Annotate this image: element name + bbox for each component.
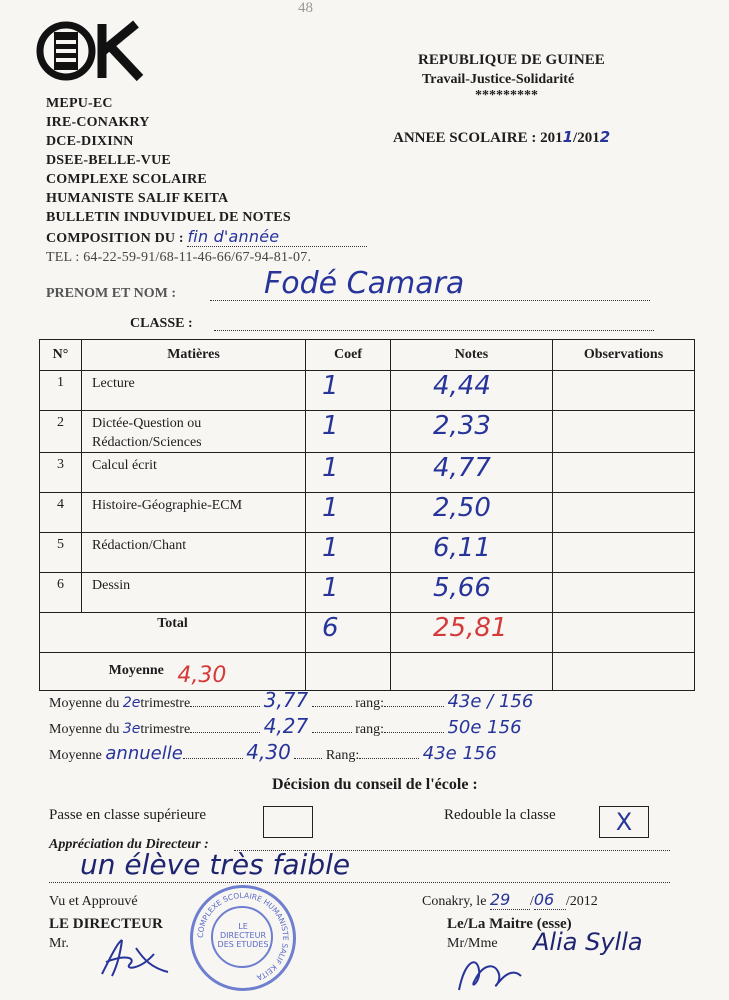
average-row <box>49 688 669 714</box>
header-left <box>46 94 367 267</box>
rank-value: 43e / 156 <box>447 691 534 712</box>
rank-value: 43e 156 <box>422 743 497 764</box>
rank-value: 50e 156 <box>447 717 522 738</box>
average-prefix: Moyenne du <box>49 722 120 737</box>
school-logo <box>36 18 148 84</box>
school-year-label: ANNEE SCOLAIRE : 201 <box>393 130 563 146</box>
composition-label: COMPOSITION DU : <box>46 231 184 246</box>
table-row <box>40 371 695 411</box>
name-label: PRENOM ET NOM : <box>46 286 177 301</box>
place-date-label: Conakry, le <box>422 894 487 909</box>
moyenne-observation <box>553 653 695 691</box>
table-row <box>40 411 695 453</box>
rank-label: rang: <box>355 722 384 737</box>
class-line <box>214 316 654 331</box>
header-line: BULLETIN INDUVIDUEL DE NOTES <box>46 210 291 225</box>
moyenne-row <box>40 653 695 691</box>
school-year-sep: /201 <box>573 130 600 146</box>
header-line: DSEE-BELLE-VUE <box>46 153 171 168</box>
date-month: 06 <box>534 890 566 910</box>
director-stamp <box>190 885 296 991</box>
stamp-inner-text: LE DIRECTEUR DES ETUDES <box>217 922 269 949</box>
name-line <box>210 266 650 301</box>
stamp-outer-text: COMPLEXE SCOLAIRE HUMANISTE SALIF KEITA <box>195 890 291 983</box>
header-line: DCE-DIXINN <box>46 134 134 149</box>
repeat-checkbox[interactable] <box>599 806 649 838</box>
total-label: Total <box>40 613 306 653</box>
date-day: 29 <box>490 890 530 910</box>
header-line: COMPLEXE SCOLAIRE <box>46 172 207 187</box>
row-observation <box>553 371 695 411</box>
row-coef: 1 <box>306 493 391 533</box>
row-subject: Lecture <box>82 371 306 411</box>
total-coef: 6 <box>306 613 391 653</box>
repeat-mark: X <box>615 808 633 836</box>
director-signature <box>96 934 174 980</box>
row-coef: 1 <box>306 453 391 493</box>
rank-label: Rang: <box>325 748 360 763</box>
average-hand: 2e <box>122 695 141 711</box>
row-coef: 1 <box>306 371 391 411</box>
moyenne-note <box>391 653 553 691</box>
moyenne-cell <box>40 653 306 691</box>
row-note: 2,33 <box>391 411 553 453</box>
composition-value: fin d'année <box>187 227 367 247</box>
header-notes: Notes <box>391 340 553 371</box>
pass-label: Passe en classe supérieure <box>49 807 207 823</box>
average-value: 4,27 <box>263 714 309 738</box>
average-value: 4,30 <box>246 740 291 764</box>
header-line: IRE-CONAKRY <box>46 115 150 130</box>
class-label: CLASSE : <box>130 316 193 331</box>
table-row <box>40 533 695 573</box>
row-num: 4 <box>40 493 82 533</box>
row-observation <box>553 493 695 533</box>
row-coef: 1 <box>306 533 391 573</box>
total-observation <box>553 613 695 653</box>
decision-title: Décision du conseil de l'école : <box>272 776 478 793</box>
row-num: 1 <box>40 371 82 411</box>
header-observations: Observations <box>553 340 695 371</box>
table-row <box>40 493 695 533</box>
place-date: Conakry, le 29 /06 /2012 <box>422 890 598 909</box>
average-hand: annuelle <box>105 743 183 764</box>
moyenne-value: 4,30 <box>177 663 227 688</box>
student-name: Fodé Camara <box>264 266 465 301</box>
header-line: MEPU-EC <box>46 96 113 111</box>
director-label: LE DIRECTEUR <box>49 916 163 932</box>
row-note: 4,44 <box>391 371 553 411</box>
motto: Travail-Justice-Solidarité <box>422 72 575 87</box>
row-subject: Calcul écrit <box>82 453 306 493</box>
teacher-mr: Mr/Mme <box>447 936 498 951</box>
teacher-signature <box>455 950 525 996</box>
row-note: 6,11 <box>391 533 553 573</box>
average-prefix: Moyenne du <box>49 696 120 711</box>
pass-checkbox[interactable] <box>263 806 313 838</box>
total-note: 25,81 <box>391 613 553 653</box>
row-note: 2,50 <box>391 493 553 533</box>
average-hand: 3e <box>122 721 141 737</box>
corner-note: 48 <box>298 0 313 16</box>
average-row <box>49 714 669 740</box>
table-row <box>40 573 695 613</box>
stars: ********* <box>475 88 538 103</box>
average-suffix: trimestre <box>140 722 191 737</box>
row-subject: Dictée-Question ou Rédaction/Sciences <box>82 411 306 453</box>
date-year: /2012 <box>565 894 598 909</box>
header-line: HUMANISTE SALIF KEITA <box>46 191 229 206</box>
row-num: 2 <box>40 411 82 453</box>
repeat-label: Redouble la classe <box>444 807 556 823</box>
teacher-title: Le/La Maitre (esse) <box>447 916 572 932</box>
row-note: 4,77 <box>391 453 553 493</box>
row-observation <box>553 573 695 613</box>
appreciation-value: un élève très faible <box>80 848 351 881</box>
row-subject: Rédaction/Chant <box>82 533 306 573</box>
header-num: N° <box>40 340 82 371</box>
average-suffix: trimestre <box>140 696 191 711</box>
average-row <box>49 740 669 766</box>
school-year-hand: 2 <box>599 128 611 146</box>
row-num: 3 <box>40 453 82 493</box>
moyenne-label: Moyenne <box>108 663 164 678</box>
teacher-name: Alia Sylla <box>533 928 643 956</box>
row-observation <box>553 533 695 573</box>
director-mr: Mr. <box>49 936 69 951</box>
total-row <box>40 613 695 653</box>
school-year <box>393 128 610 147</box>
average-value: 3,77 <box>263 688 309 712</box>
row-coef: 1 <box>306 573 391 613</box>
row-observation <box>553 411 695 453</box>
moyenne-coef <box>306 653 391 691</box>
row-num: 6 <box>40 573 82 613</box>
header-subject: Matières <box>82 340 306 371</box>
school-year-hand: 1 <box>562 128 574 146</box>
row-coef: 1 <box>306 411 391 453</box>
row-observation <box>553 453 695 493</box>
table-row <box>40 453 695 493</box>
rank-label: rang: <box>355 696 384 711</box>
row-note: 5,66 <box>391 573 553 613</box>
row-subject: Dessin <box>82 573 306 613</box>
averages <box>49 688 669 766</box>
average-prefix: Moyenne <box>49 748 102 763</box>
row-subject: Histoire-Géographie-ECM <box>82 493 306 533</box>
table-header-row <box>40 340 695 371</box>
republic-title: REPUBLIQUE DE GUINEE <box>418 52 605 68</box>
appreciation-label: Appréciation du Directeur : <box>49 837 209 852</box>
header-coef: Coef <box>306 340 391 371</box>
grades-table <box>39 339 695 691</box>
tel-line: TEL : 64-22-59-91/68-11-46-66/67-94-81-07. <box>46 250 312 265</box>
row-num: 5 <box>40 533 82 573</box>
approved-label: Vu et Approuvé <box>49 894 138 909</box>
